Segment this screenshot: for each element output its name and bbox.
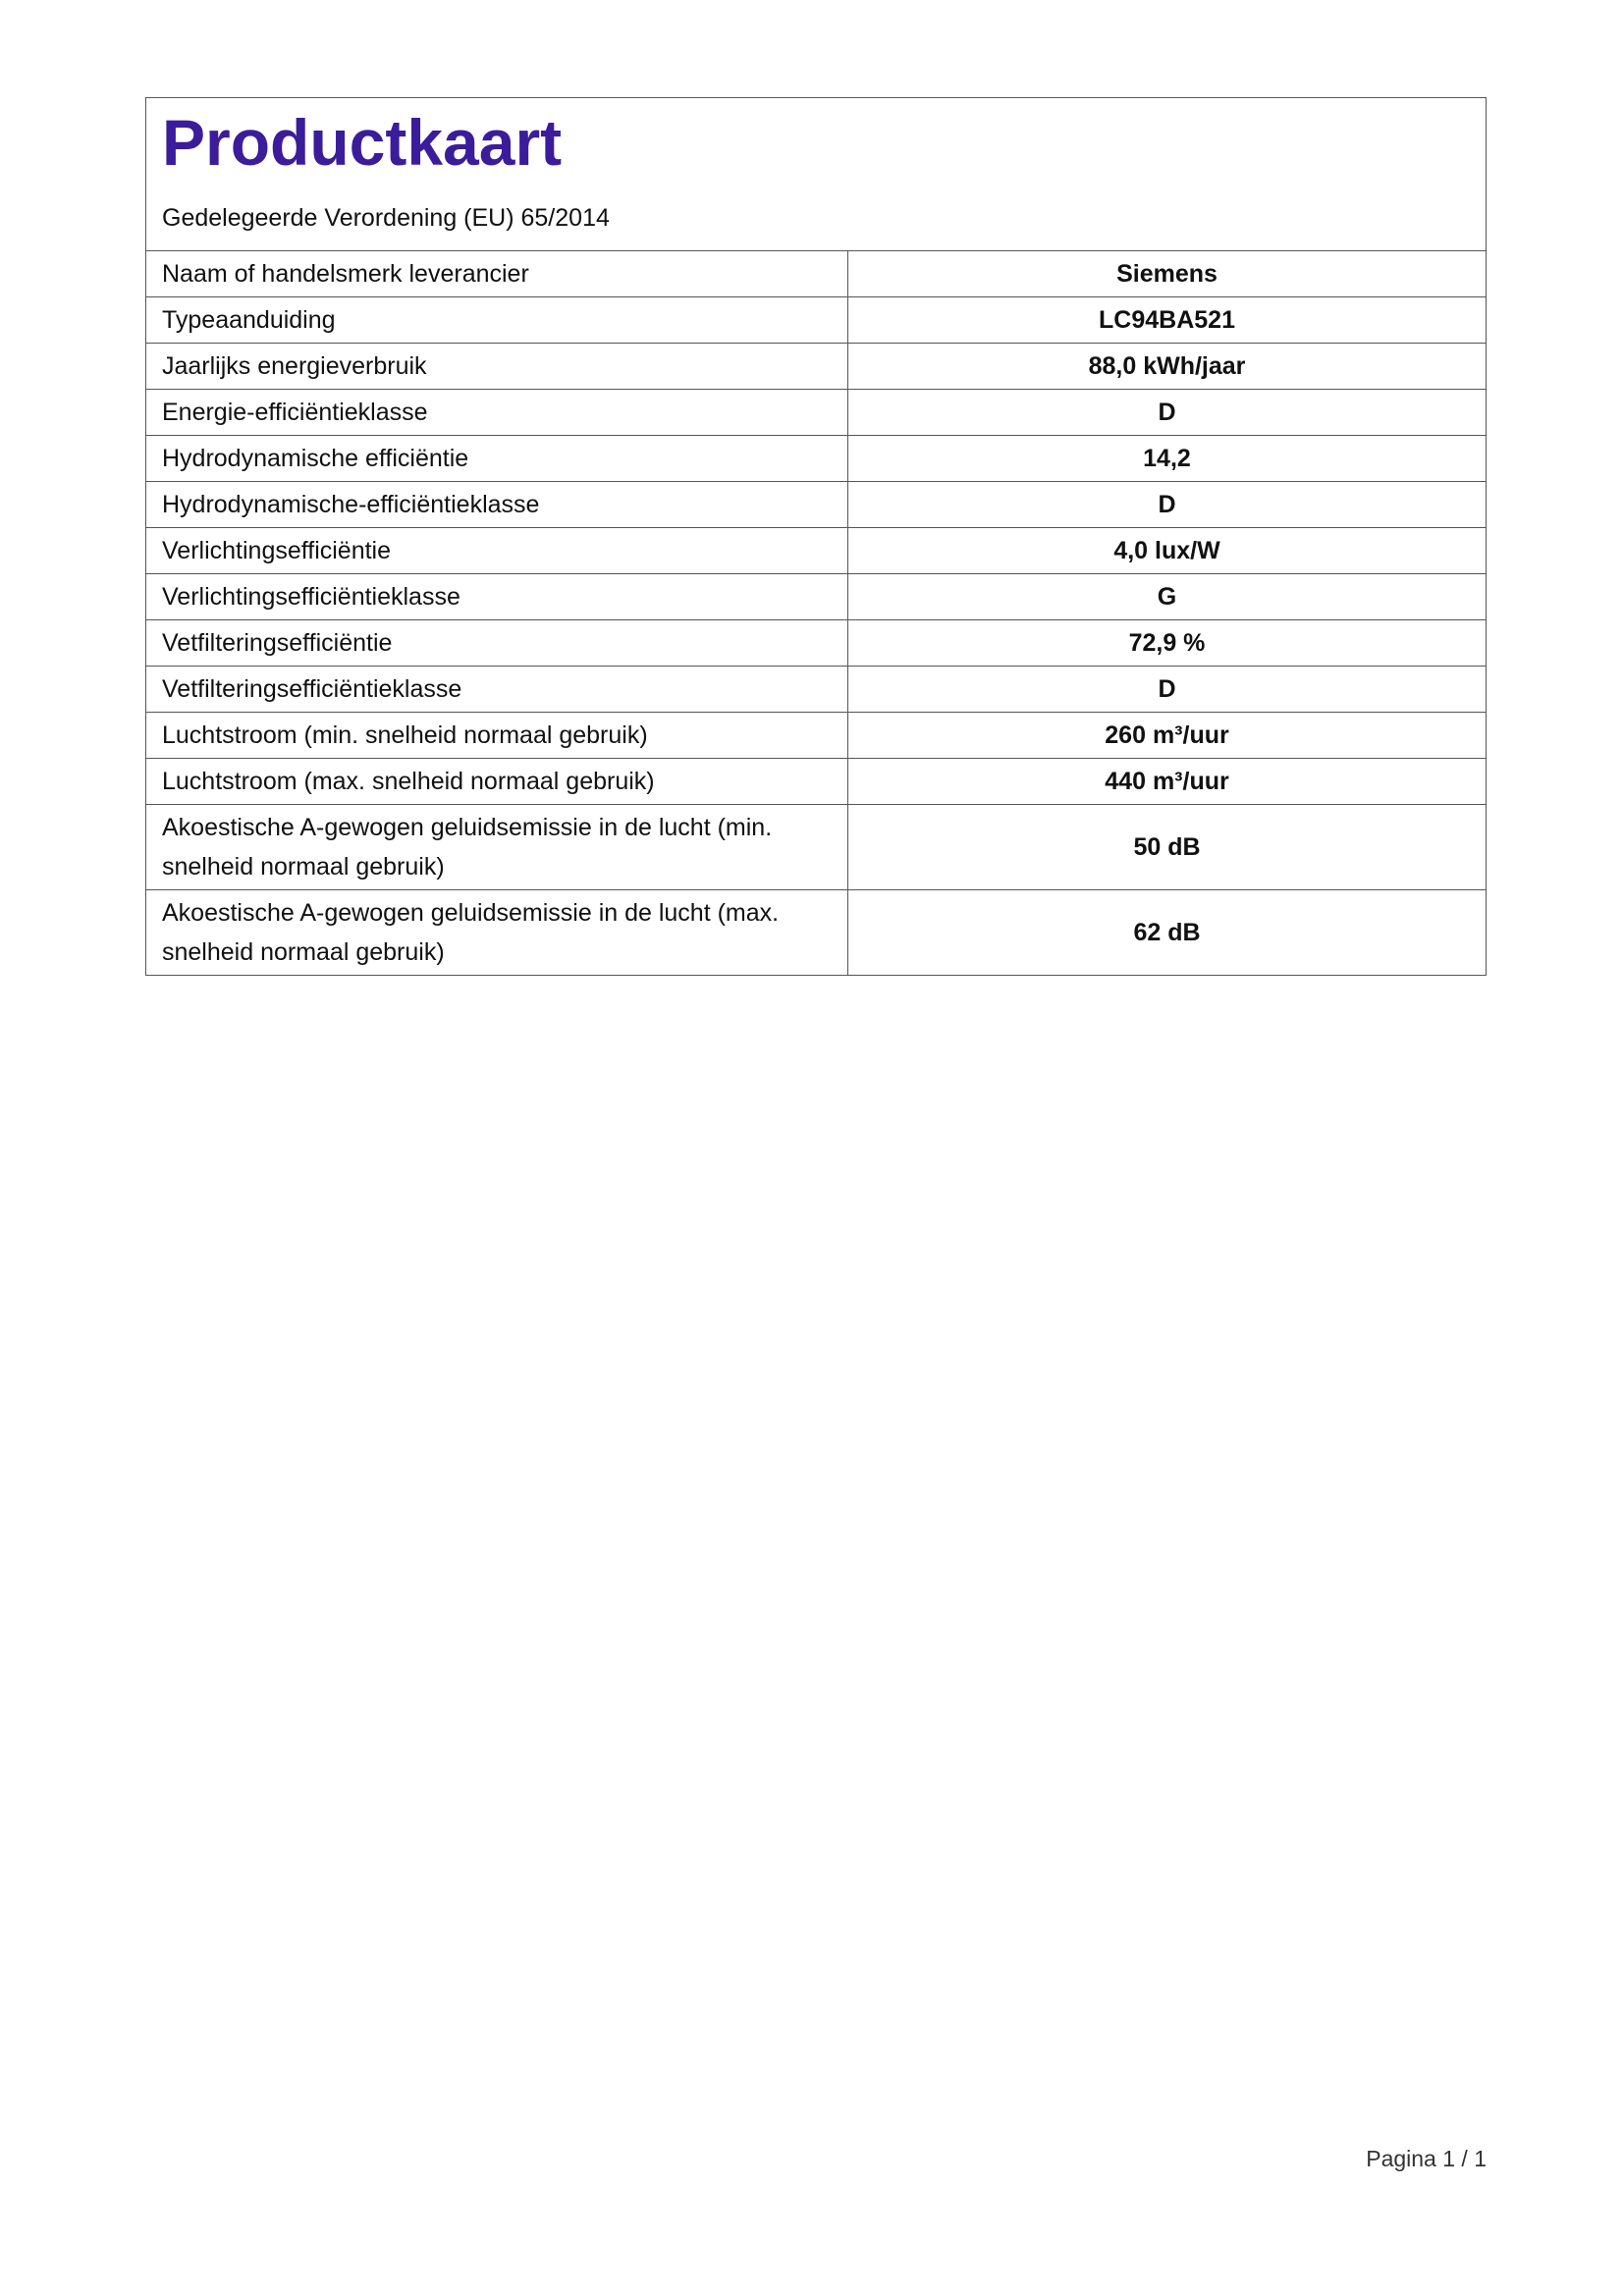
row-label: Jaarlijks energieverbruik (146, 344, 848, 390)
row-value: 88,0 kWh/jaar (848, 344, 1487, 390)
row-label: Luchtstroom (min. snelheid normaal gebruik) (146, 713, 848, 759)
row-value: 50 dB (848, 805, 1487, 890)
table-row (146, 482, 1486, 528)
row-value: 440 m³/uur (848, 759, 1487, 805)
row-label: Hydrodynamische efficiëntie (146, 436, 848, 482)
table-row (146, 574, 1486, 620)
row-value: LC94BA521 (848, 297, 1487, 344)
table-row (146, 890, 1486, 976)
row-value: D (848, 667, 1487, 713)
table-row (146, 528, 1486, 574)
row-value: 260 m³/uur (848, 713, 1487, 759)
table-row (146, 713, 1486, 759)
table-row (146, 344, 1486, 390)
row-value: 14,2 (848, 436, 1487, 482)
row-label: Vetfilteringsefficiëntieklasse (146, 667, 848, 713)
table-row (146, 297, 1486, 344)
table-row (146, 805, 1486, 890)
product-table (146, 251, 1486, 975)
table-row (146, 436, 1486, 482)
table-row (146, 390, 1486, 436)
table-row (146, 251, 1486, 297)
product-card (145, 97, 1487, 976)
table-row (146, 667, 1486, 713)
product-table-body (146, 251, 1486, 975)
row-label: Akoestische A-gewogen geluidsemissie in de lucht (max. snelheid normaal gebruik) (146, 890, 848, 976)
row-value: 72,9 % (848, 620, 1487, 667)
row-label: Akoestische A-gewogen geluidsemissie in de lucht (min. snelheid normaal gebruik) (146, 805, 848, 890)
row-label: Verlichtingsefficiëntieklasse (146, 574, 848, 620)
row-label: Verlichtingsefficiëntie (146, 528, 848, 574)
row-value: D (848, 390, 1487, 436)
row-value: Siemens (848, 251, 1487, 297)
row-label: Hydrodynamische-efficiëntieklasse (146, 482, 848, 528)
regulation-subtitle: Gedelegeerde Verordening (EU) 65/2014 (162, 204, 610, 233)
row-label: Luchtstroom (max. snelheid normaal gebruik) (146, 759, 848, 805)
row-value: D (848, 482, 1487, 528)
row-label: Energie-efficiëntieklasse (146, 390, 848, 436)
row-label: Vetfilteringsefficiëntie (146, 620, 848, 667)
row-label: Typeaanduiding (146, 297, 848, 344)
card-header (146, 98, 1486, 251)
table-row (146, 759, 1486, 805)
page-title: Productkaart (162, 106, 563, 179)
page-number: Pagina 1 / 1 (1366, 2146, 1487, 2171)
row-value: 62 dB (1133, 919, 1201, 947)
row-label: Naam of handelsmerk leverancier (146, 251, 848, 297)
table-row (146, 620, 1486, 667)
row-value: G (848, 574, 1487, 620)
row-value: 4,0 lux/W (848, 528, 1487, 574)
